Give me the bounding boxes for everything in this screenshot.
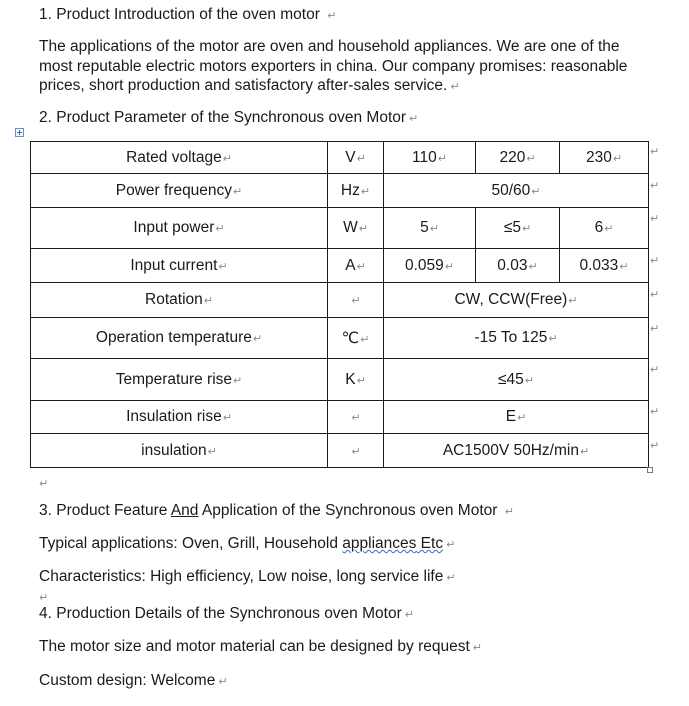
paragraph-mark: ↵ <box>404 609 414 621</box>
paragraph-mark: ↵ <box>446 539 456 551</box>
heading-text: Application of the Synchronous oven Motor <box>198 502 498 519</box>
table-cell[interactable]: Hz↵ <box>328 174 384 208</box>
table-cell[interactable]: Input power↵ <box>31 208 328 249</box>
parameter-table <box>30 141 649 468</box>
typical-applications-text: Typical applications: Oven, Grill, Household <box>39 535 343 552</box>
motor-size-text: The motor size and motor material can be designed by request <box>39 638 470 655</box>
characteristics-text: Characteristics: High efficiency, Low noise, long service life <box>39 568 444 585</box>
table-row <box>31 142 649 174</box>
table-cell[interactable]: 0.03↵ <box>476 249 560 283</box>
underlined-word: And <box>170 502 199 519</box>
row-end-mark: ↵ <box>650 323 660 335</box>
heading-text: 3. Product Feature <box>39 502 171 519</box>
table-row <box>31 174 649 208</box>
table-cell[interactable]: A↵ <box>328 249 384 283</box>
table-cell[interactable]: W↵ <box>328 208 384 249</box>
table-move-handle-icon[interactable] <box>15 128 24 137</box>
table-row <box>31 283 649 318</box>
table-cell[interactable]: Rated voltage↵ <box>31 142 328 174</box>
row-end-mark: ↵ <box>650 440 660 452</box>
table-cell[interactable]: 0.059↵ <box>384 249 476 283</box>
table-cell[interactable]: Operation temperature↵ <box>31 318 328 359</box>
table-cell[interactable]: insulation↵ <box>31 434 328 468</box>
table-cell[interactable]: ℃↵ <box>328 318 384 359</box>
table-row <box>31 434 649 468</box>
table-cell[interactable]: E↵ <box>384 401 649 434</box>
custom-design-line <box>39 672 228 690</box>
intro-paragraph <box>39 37 639 98</box>
paragraph-mark: ↵ <box>504 506 514 518</box>
table-cell[interactable]: Power frequency↵ <box>31 174 328 208</box>
table-cell[interactable]: V↵ <box>328 142 384 174</box>
row-end-mark: ↵ <box>650 406 660 418</box>
paragraph-mark: ↵ <box>39 592 49 604</box>
heading-text: 1. Product Introduction of the oven motor <box>39 6 320 23</box>
paragraph-mark: ↵ <box>39 478 49 490</box>
table-cell[interactable]: 220↵ <box>476 142 560 174</box>
table-cell[interactable]: 110↵ <box>384 142 476 174</box>
table-cell[interactable]: 6↵ <box>560 208 649 249</box>
table-cell[interactable]: 50/60↵ <box>384 174 649 208</box>
spellcheck-word[interactable]: appliances <box>342 535 417 552</box>
spellcheck-word[interactable]: Etc <box>416 535 444 552</box>
table-cell[interactable]: ≤5↵ <box>476 208 560 249</box>
paragraph-mark: ↵ <box>450 81 460 93</box>
characteristics-line <box>39 568 456 586</box>
table-cell[interactable]: ↵ <box>328 401 384 434</box>
heading-text: 4. Production Details of the Synchronous oven Motor <box>39 605 402 622</box>
table-cell[interactable]: CW, CCW(Free)↵ <box>384 283 649 318</box>
table-cell[interactable]: Input current↵ <box>31 249 328 283</box>
custom-design-text: Custom design: Welcome <box>39 672 216 689</box>
table-cell[interactable]: 230↵ <box>560 142 649 174</box>
motor-size-line <box>39 638 482 656</box>
table-cell[interactable]: -15 To 125↵ <box>384 318 649 359</box>
row-end-mark: ↵ <box>650 213 660 225</box>
table-cell[interactable]: Insulation rise↵ <box>31 401 328 434</box>
paragraph-mark: ↵ <box>327 10 337 22</box>
heading-product-feature <box>39 502 514 520</box>
heading-production-details <box>39 605 414 623</box>
table-row <box>31 359 649 401</box>
table-cell[interactable]: ↵ <box>328 434 384 468</box>
paragraph-mark: ↵ <box>409 113 419 125</box>
table-row <box>31 401 649 434</box>
paragraph-mark: ↵ <box>446 572 456 584</box>
row-end-mark: ↵ <box>650 146 660 158</box>
paragraph-mark: ↵ <box>218 676 228 688</box>
table-cell[interactable]: Temperature rise↵ <box>31 359 328 401</box>
empty-paragraph <box>39 588 48 606</box>
table-cell[interactable]: Rotation↵ <box>31 283 328 318</box>
typical-applications-line <box>39 535 455 553</box>
table-cell[interactable]: ≤45↵ <box>384 359 649 401</box>
paragraph-mark: ↵ <box>472 642 483 654</box>
row-end-mark: ↵ <box>650 289 660 301</box>
table-row <box>31 318 649 359</box>
table-cell[interactable]: K↵ <box>328 359 384 401</box>
row-end-mark: ↵ <box>650 364 660 376</box>
heading-product-introduction <box>39 6 336 24</box>
heading-product-parameter <box>39 109 418 127</box>
intro-text: The applications of the motor are oven and household appliances. We are one of the most reputable electric motors exporters in china. Our company promises: reasonable prices, short production and satisfactory after-sales service. <box>39 38 628 94</box>
table-cell[interactable]: ↵ <box>328 283 384 318</box>
table-cell[interactable]: 5↵ <box>384 208 476 249</box>
table-row <box>31 208 649 249</box>
table-cell[interactable]: AC1500V 50Hz/min↵ <box>384 434 649 468</box>
table-resize-handle[interactable] <box>647 467 653 473</box>
row-end-mark: ↵ <box>650 180 660 192</box>
table-cell[interactable]: 0.033↵ <box>560 249 649 283</box>
table-row <box>31 249 649 283</box>
row-end-mark: ↵ <box>650 255 660 267</box>
heading-text: 2. Product Parameter of the Synchronous oven Motor <box>39 109 407 126</box>
empty-paragraph <box>39 474 48 492</box>
